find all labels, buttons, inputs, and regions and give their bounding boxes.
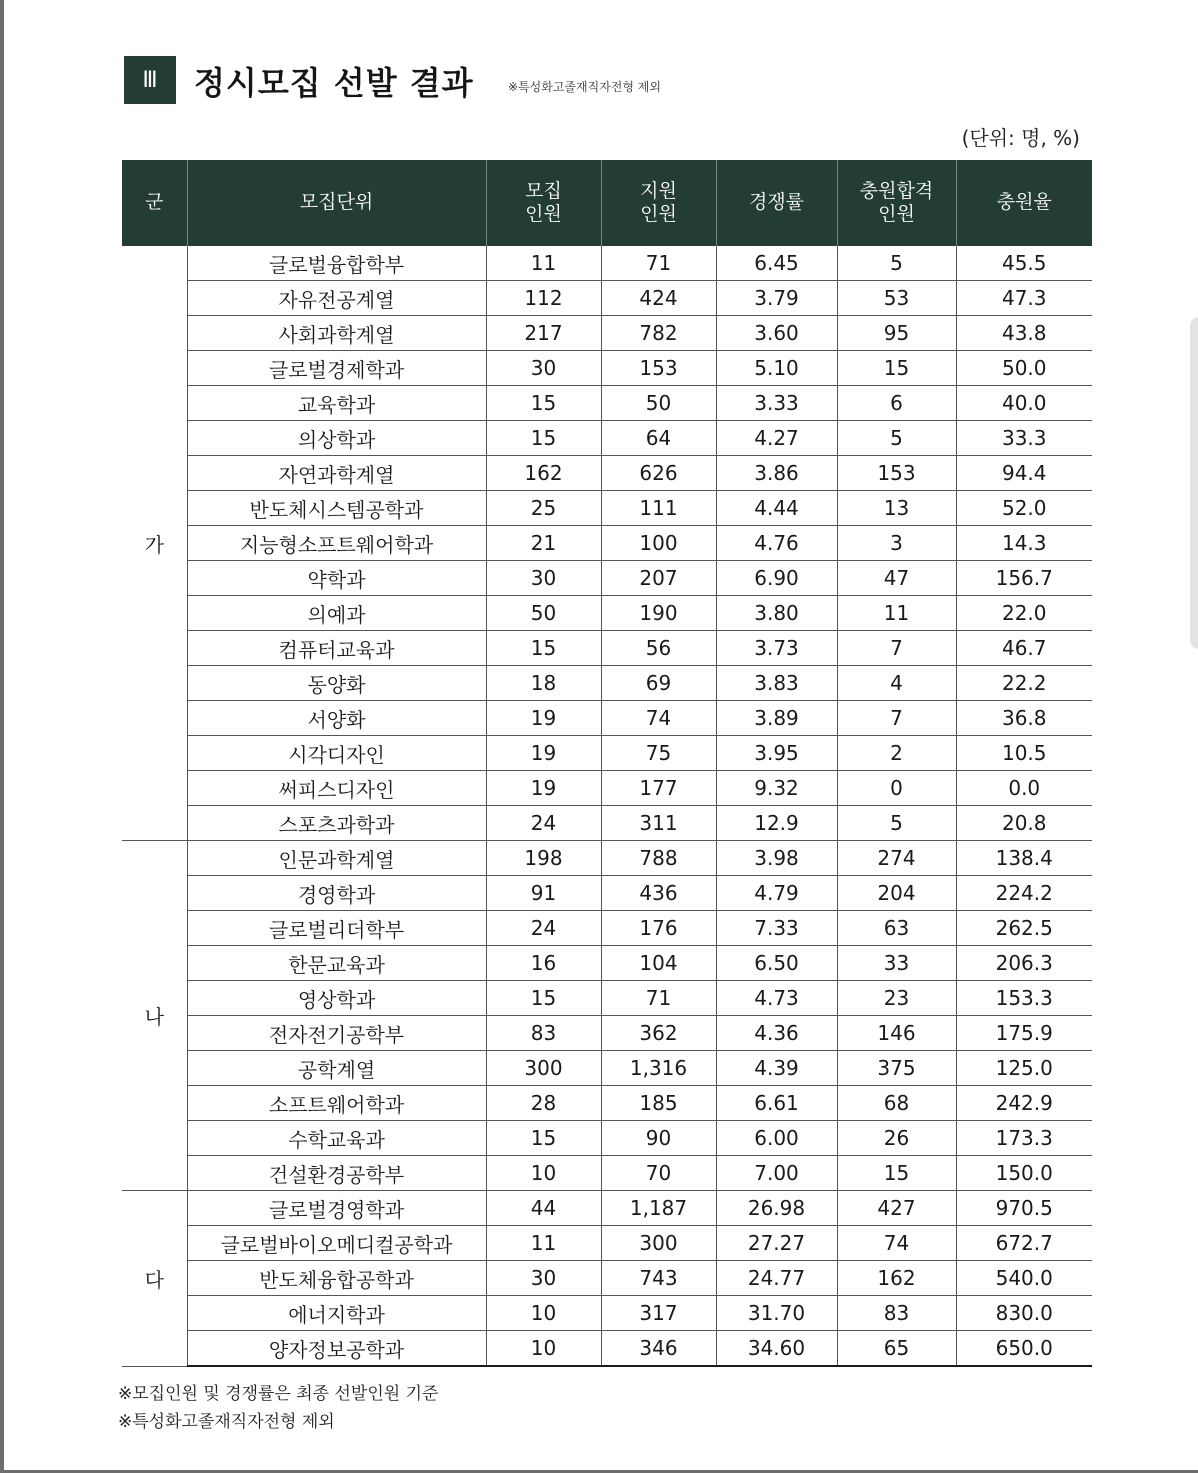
additional-admits-cell: 47 [837,561,956,596]
header-additional-admits: 충원합격 인원 [837,160,956,246]
applicants-cell: 153 [601,351,716,386]
competition-rate-cell: 4.79 [716,876,837,911]
unit-name-cell: 글로벌리더학부 [187,911,486,946]
additional-admits-cell: 153 [837,456,956,491]
competition-rate-cell: 6.50 [716,946,837,981]
additional-admits-cell: 4 [837,666,956,701]
section-note: ※특성화고졸재직자전형 제외 [508,80,661,94]
competition-rate-cell: 3.83 [716,666,837,701]
unit-name-cell: 에너지학과 [187,1296,486,1331]
applicants-cell: 111 [601,491,716,526]
additional-admits-cell: 0 [837,771,956,806]
applicants-cell: 1,187 [601,1191,716,1226]
admission-results-table [122,160,1092,1367]
additional-admits-cell: 204 [837,876,956,911]
quota-cell: 10 [486,1296,601,1331]
competition-rate-cell: 3.86 [716,456,837,491]
competition-rate-cell: 7.33 [716,911,837,946]
quota-cell: 198 [486,841,601,876]
table-row [122,946,1092,981]
table-row [122,421,1092,456]
fill-rate-cell: 830.0 [956,1296,1092,1331]
applicants-cell: 362 [601,1016,716,1051]
table-row [122,771,1092,806]
quota-cell: 15 [486,631,601,666]
applicants-cell: 743 [601,1261,716,1296]
fill-rate-cell: 125.0 [956,1051,1092,1086]
unit-note: (단위: 명, %) [961,126,1080,150]
competition-rate-cell: 5.10 [716,351,837,386]
table-row [122,491,1092,526]
table-row [122,316,1092,351]
quota-cell: 50 [486,596,601,631]
quota-cell: 112 [486,281,601,316]
additional-admits-cell: 162 [837,1261,956,1296]
quota-cell: 30 [486,1261,601,1296]
table-row [122,1296,1092,1331]
table-row [122,386,1092,421]
header-quota: 모집 인원 [486,160,601,246]
quota-cell: 300 [486,1051,601,1086]
fill-rate-cell: 672.7 [956,1226,1092,1261]
quota-cell: 15 [486,981,601,1016]
applicants-cell: 185 [601,1086,716,1121]
table-row [122,1156,1092,1191]
table-row [122,1086,1092,1121]
additional-admits-cell: 65 [837,1331,956,1367]
fill-rate-cell: 175.9 [956,1016,1092,1051]
table-row [122,1191,1092,1226]
competition-rate-cell: 6.90 [716,561,837,596]
fill-rate-cell: 43.8 [956,316,1092,351]
unit-name-cell: 수학교육과 [187,1121,486,1156]
unit-name-cell: 교육학과 [187,386,486,421]
competition-rate-cell: 4.76 [716,526,837,561]
applicants-cell: 100 [601,526,716,561]
quota-cell: 10 [486,1331,601,1367]
header-fill-rate: 충원율 [956,160,1092,246]
quota-cell: 11 [486,1226,601,1261]
additional-admits-cell: 3 [837,526,956,561]
competition-rate-cell: 12.9 [716,806,837,841]
applicants-cell: 176 [601,911,716,946]
quota-cell: 24 [486,911,601,946]
competition-rate-cell: 7.00 [716,1156,837,1191]
quota-cell: 11 [486,246,601,281]
additional-admits-cell: 74 [837,1226,956,1261]
unit-name-cell: 한문교육과 [187,946,486,981]
fill-rate-cell: 224.2 [956,876,1092,911]
additional-admits-cell: 5 [837,246,956,281]
fill-rate-cell: 22.2 [956,666,1092,701]
applicants-cell: 69 [601,666,716,701]
additional-admits-cell: 274 [837,841,956,876]
competition-rate-cell: 6.45 [716,246,837,281]
table-row [122,981,1092,1016]
applicants-cell: 436 [601,876,716,911]
applicants-cell: 71 [601,981,716,1016]
fill-rate-cell: 540.0 [956,1261,1092,1296]
table-body [122,246,1092,1366]
applicants-cell: 177 [601,771,716,806]
unit-name-cell: 동양화 [187,666,486,701]
table-row [122,736,1092,771]
quota-cell: 15 [486,1121,601,1156]
table-row [122,876,1092,911]
competition-rate-cell: 3.79 [716,281,837,316]
competition-rate-cell: 3.60 [716,316,837,351]
quota-cell: 44 [486,1191,601,1226]
header-group: 군 [122,160,187,246]
quota-cell: 19 [486,701,601,736]
competition-rate-cell: 4.44 [716,491,837,526]
fill-rate-cell: 206.3 [956,946,1092,981]
applicants-cell: 626 [601,456,716,491]
additional-admits-cell: 13 [837,491,956,526]
fill-rate-cell: 10.5 [956,736,1092,771]
additional-admits-cell: 15 [837,351,956,386]
additional-admits-cell: 33 [837,946,956,981]
applicants-cell: 56 [601,631,716,666]
fill-rate-cell: 22.0 [956,596,1092,631]
table-row [122,1016,1092,1051]
table-row [122,911,1092,946]
table-row [122,631,1092,666]
competition-rate-cell: 3.95 [716,736,837,771]
fill-rate-cell: 650.0 [956,1331,1092,1367]
applicants-cell: 104 [601,946,716,981]
group-cell: 나 [122,841,187,1191]
competition-rate-cell: 26.98 [716,1191,837,1226]
applicants-cell: 75 [601,736,716,771]
unit-name-cell: 시각디자인 [187,736,486,771]
competition-rate-cell: 24.77 [716,1261,837,1296]
unit-name-cell: 글로벌융합학부 [187,246,486,281]
applicants-cell: 190 [601,596,716,631]
fill-rate-cell: 46.7 [956,631,1092,666]
table-row [122,1121,1092,1156]
table-row [122,526,1092,561]
fill-rate-cell: 242.9 [956,1086,1092,1121]
quota-cell: 19 [486,736,601,771]
additional-admits-cell: 83 [837,1296,956,1331]
additional-admits-cell: 7 [837,631,956,666]
unit-name-cell: 영상학과 [187,981,486,1016]
table-row [122,351,1092,386]
competition-rate-cell: 4.36 [716,1016,837,1051]
applicants-cell: 74 [601,701,716,736]
group-cell: 가 [122,246,187,841]
fill-rate-cell: 52.0 [956,491,1092,526]
unit-name-cell: 경영학과 [187,876,486,911]
additional-admits-cell: 63 [837,911,956,946]
unit-name-cell: 반도체융합공학과 [187,1261,486,1296]
unit-name-cell: 자연과학계열 [187,456,486,491]
fill-rate-cell: 33.3 [956,421,1092,456]
table-row [122,841,1092,876]
applicants-cell: 90 [601,1121,716,1156]
quota-cell: 83 [486,1016,601,1051]
quota-cell: 19 [486,771,601,806]
fill-rate-cell: 36.8 [956,701,1092,736]
competition-rate-cell: 27.27 [716,1226,837,1261]
additional-admits-cell: 427 [837,1191,956,1226]
additional-admits-cell: 5 [837,806,956,841]
additional-admits-cell: 146 [837,1016,956,1051]
competition-rate-cell: 3.80 [716,596,837,631]
fill-rate-cell: 0.0 [956,771,1092,806]
unit-name-cell: 서양화 [187,701,486,736]
section-number-badge: Ⅲ [124,56,176,104]
competition-rate-cell: 3.33 [716,386,837,421]
additional-admits-cell: 23 [837,981,956,1016]
competition-rate-cell: 4.39 [716,1051,837,1086]
unit-name-cell: 반도체시스템공학과 [187,491,486,526]
competition-rate-cell: 4.27 [716,421,837,456]
unit-name-cell: 글로벌경제학과 [187,351,486,386]
table-row [122,281,1092,316]
unit-name-cell: 전자전기공학부 [187,1016,486,1051]
quota-cell: 24 [486,806,601,841]
fill-rate-cell: 45.5 [956,246,1092,281]
applicants-cell: 71 [601,246,716,281]
unit-name-cell: 글로벌경영학과 [187,1191,486,1226]
section-title: 정시모집 선발 결과 [194,64,474,102]
applicants-cell: 64 [601,421,716,456]
quota-cell: 217 [486,316,601,351]
scroll-handle[interactable] [1192,318,1198,648]
applicants-cell: 311 [601,806,716,841]
table-row [122,1226,1092,1261]
unit-name-cell: 써피스디자인 [187,771,486,806]
quota-cell: 10 [486,1156,601,1191]
unit-name-cell: 건설환경공학부 [187,1156,486,1191]
footnote: ※특성화고졸재직자전형 제외 [118,1412,335,1432]
additional-admits-cell: 68 [837,1086,956,1121]
unit-name-cell: 지능형소프트웨어학과 [187,526,486,561]
competition-rate-cell: 3.98 [716,841,837,876]
additional-admits-cell: 11 [837,596,956,631]
unit-name-cell: 의예과 [187,596,486,631]
page-left-border [0,0,4,1473]
additional-admits-cell: 7 [837,701,956,736]
additional-admits-cell: 375 [837,1051,956,1086]
applicants-cell: 50 [601,386,716,421]
fill-rate-cell: 94.4 [956,456,1092,491]
table-row [122,1331,1092,1367]
unit-name-cell: 글로벌바이오메디컬공학과 [187,1226,486,1261]
additional-admits-cell: 95 [837,316,956,351]
quota-cell: 16 [486,946,601,981]
applicants-cell: 346 [601,1331,716,1367]
unit-name-cell: 스포츠과학과 [187,806,486,841]
competition-rate-cell: 9.32 [716,771,837,806]
table-row [122,246,1092,281]
unit-name-cell: 자유전공계열 [187,281,486,316]
footnote: ※모집인원 및 경쟁률은 최종 선발인원 기준 [118,1384,439,1404]
group-cell: 다 [122,1191,187,1367]
fill-rate-cell: 970.5 [956,1191,1092,1226]
fill-rate-cell: 156.7 [956,561,1092,596]
unit-name-cell: 인문과학계열 [187,841,486,876]
competition-rate-cell: 4.73 [716,981,837,1016]
quota-cell: 28 [486,1086,601,1121]
fill-rate-cell: 173.3 [956,1121,1092,1156]
table-row [122,701,1092,736]
fill-rate-cell: 150.0 [956,1156,1092,1191]
quota-cell: 21 [486,526,601,561]
header-applicants: 지원 인원 [601,160,716,246]
fill-rate-cell: 14.3 [956,526,1092,561]
additional-admits-cell: 15 [837,1156,956,1191]
quota-cell: 91 [486,876,601,911]
quota-cell: 18 [486,666,601,701]
applicants-cell: 1,316 [601,1051,716,1086]
table-row [122,666,1092,701]
applicants-cell: 300 [601,1226,716,1261]
additional-admits-cell: 53 [837,281,956,316]
unit-name-cell: 소프트웨어학과 [187,1086,486,1121]
quota-cell: 30 [486,561,601,596]
footnotes [118,1380,438,1436]
additional-admits-cell: 5 [837,421,956,456]
competition-rate-cell: 34.60 [716,1331,837,1367]
unit-name-cell: 양자정보공학과 [187,1331,486,1367]
competition-rate-cell: 6.61 [716,1086,837,1121]
fill-rate-cell: 153.3 [956,981,1092,1016]
quota-cell: 25 [486,491,601,526]
competition-rate-cell: 31.70 [716,1296,837,1331]
table-row [122,456,1092,491]
quota-cell: 30 [486,351,601,386]
table-row [122,1051,1092,1086]
additional-admits-cell: 6 [837,386,956,421]
unit-name-cell: 컴퓨터교육과 [187,631,486,666]
additional-admits-cell: 2 [837,736,956,771]
quota-cell: 15 [486,386,601,421]
applicants-cell: 207 [601,561,716,596]
header-competition-rate: 경쟁률 [716,160,837,246]
competition-rate-cell: 6.00 [716,1121,837,1156]
header-unit: 모집단위 [187,160,486,246]
applicants-cell: 782 [601,316,716,351]
unit-name-cell: 의상학과 [187,421,486,456]
quota-cell: 162 [486,456,601,491]
applicants-cell: 788 [601,841,716,876]
fill-rate-cell: 47.3 [956,281,1092,316]
fill-rate-cell: 20.8 [956,806,1092,841]
fill-rate-cell: 262.5 [956,911,1092,946]
table-row [122,806,1092,841]
fill-rate-cell: 50.0 [956,351,1092,386]
competition-rate-cell: 3.73 [716,631,837,666]
quota-cell: 15 [486,421,601,456]
table-header-row [122,160,1092,246]
applicants-cell: 70 [601,1156,716,1191]
fill-rate-cell: 40.0 [956,386,1092,421]
unit-name-cell: 사회과학계열 [187,316,486,351]
applicants-cell: 317 [601,1296,716,1331]
unit-name-cell: 약학과 [187,561,486,596]
table-row [122,561,1092,596]
table-row [122,1261,1092,1296]
table-row [122,596,1092,631]
competition-rate-cell: 3.89 [716,701,837,736]
applicants-cell: 424 [601,281,716,316]
additional-admits-cell: 26 [837,1121,956,1156]
unit-name-cell: 공학계열 [187,1051,486,1086]
fill-rate-cell: 138.4 [956,841,1092,876]
